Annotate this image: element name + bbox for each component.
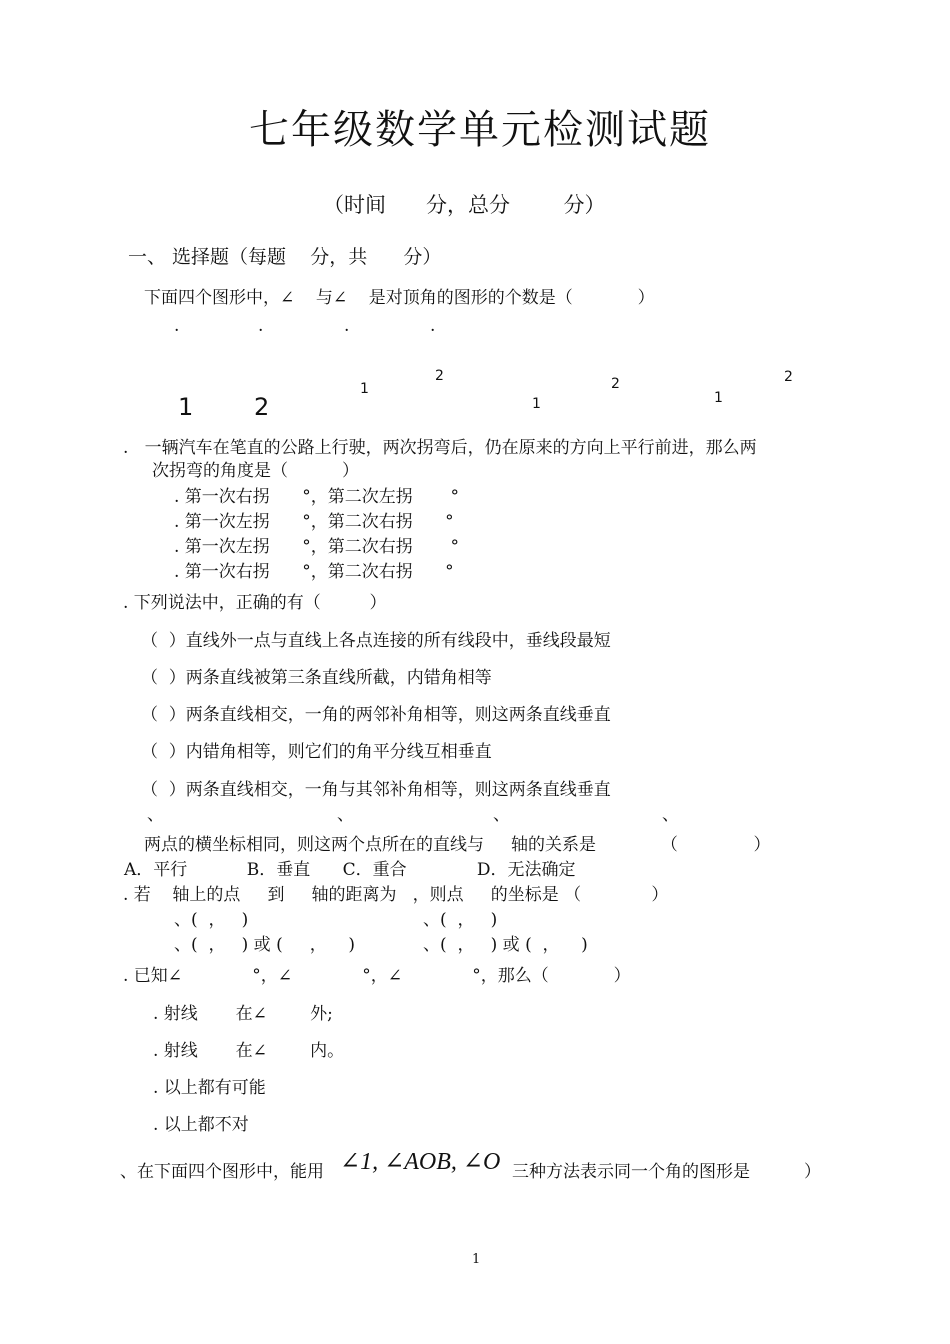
figure-d-label-2: 2 <box>784 369 793 385</box>
question-2-line-2: 次拐弯的角度是（ ） <box>152 461 360 481</box>
question-3-option-comma: 、 <box>493 805 510 825</box>
figure-a-label-1: 1 <box>178 393 194 421</box>
exam-title: 七年级数学单元检测试题 <box>249 107 711 153</box>
question-6-stem: . 已知∠ °，∠ °，∠ °，那么（ ） <box>123 966 631 986</box>
question-7-stem-end: 三种方法表示同一个角的图形是 ） <box>512 1162 822 1182</box>
question-5-stem: . 若 轴上的点 到 轴的距离为 ，则点 的坐标是 （ ） <box>123 885 669 905</box>
figure-c-label-1: 1 <box>532 396 541 412</box>
question-5-option-d: 、( ， ) 或 ( ， ) <box>423 935 588 955</box>
question-3-item: （ ）两条直线相交，一角的两邻补角相等，则这两条直线垂直 <box>141 705 611 725</box>
figure-d-label-1: 1 <box>714 390 723 406</box>
question-4-options: A．平行 B．垂直 C．重合 D．无法确定 <box>124 860 576 880</box>
figure-a-label-2: 2 <box>254 393 270 421</box>
question-4-stem: 两点的横坐标相同，则这两个点所在的直线与 轴的关系是 （ ） <box>144 835 771 855</box>
question-3-item: （ ）两条直线相交，一角与其邻补角相等，则这两条直线垂直 <box>141 780 611 800</box>
page-number: 1 <box>472 1252 481 1267</box>
question-1-option-dot: . <box>174 316 180 336</box>
question-2-line-1: . 一辆汽车在笔直的公路上行驶，两次拐弯后，仍在原来的方向上平行前进，那么两 <box>123 438 757 458</box>
question-5-option-a: 、( ， ) <box>174 910 249 930</box>
question-1-stem: 下面四个图形中，∠ 与∠ 是对顶角的图形的个数是（ ） <box>144 288 655 308</box>
figure-b-label-2: 2 <box>435 368 444 384</box>
question-3-option-comma: 、 <box>662 805 679 825</box>
question-3-item: （ ）直线外一点与直线上各点连接的所有线段中，垂线段最短 <box>141 631 611 651</box>
question-6-option-b: . 射线 在∠ 内。 <box>153 1041 345 1061</box>
question-6-option-c: . 以上都有可能 <box>153 1078 266 1098</box>
question-3-item: （ ）两条直线被第三条直线所截，内错角相等 <box>141 668 492 688</box>
question-7-stem-start: 、在下面四个图形中，能用 <box>120 1162 324 1182</box>
question-1-option-dot: . <box>258 316 264 336</box>
exam-subtitle: （时间 分，总分 分） <box>323 193 606 217</box>
figure-b-label-1: 1 <box>360 381 369 397</box>
question-2-option-a: . 第一次右拐 °，第二次左拐 ° <box>174 487 460 507</box>
section-heading: 一、 选择题（每题 分，共 分） <box>128 246 442 268</box>
question-6-option-d: . 以上都不对 <box>153 1115 249 1135</box>
question-3-option-comma: 、 <box>337 805 354 825</box>
question-6-option-a: . 射线 在∠ 外; <box>153 1004 333 1024</box>
question-1-option-dot: . <box>430 316 436 336</box>
question-3-option-comma: 、 <box>147 805 164 825</box>
question-3-stem: . 下列说法中，正确的有（ ） <box>123 593 387 613</box>
figure-c-label-2: 2 <box>611 376 620 392</box>
question-1-option-dot: . <box>344 316 350 336</box>
question-2-option-d: . 第一次右拐 °，第二次右拐 ° <box>174 562 454 582</box>
question-7-angle-notation: ∠1, ∠AOB, ∠O <box>340 1149 501 1175</box>
question-2-option-c: . 第一次左拐 °，第二次右拐 ° <box>174 537 460 557</box>
question-2-option-b: . 第一次左拐 °，第二次右拐 ° <box>174 512 454 532</box>
question-3-item: （ ）内错角相等，则它们的角平分线互相垂直 <box>141 742 492 762</box>
question-5-option-c: 、( ， ) 或 ( ， ) <box>174 935 355 955</box>
question-5-option-b: 、( ， ) <box>423 910 498 930</box>
